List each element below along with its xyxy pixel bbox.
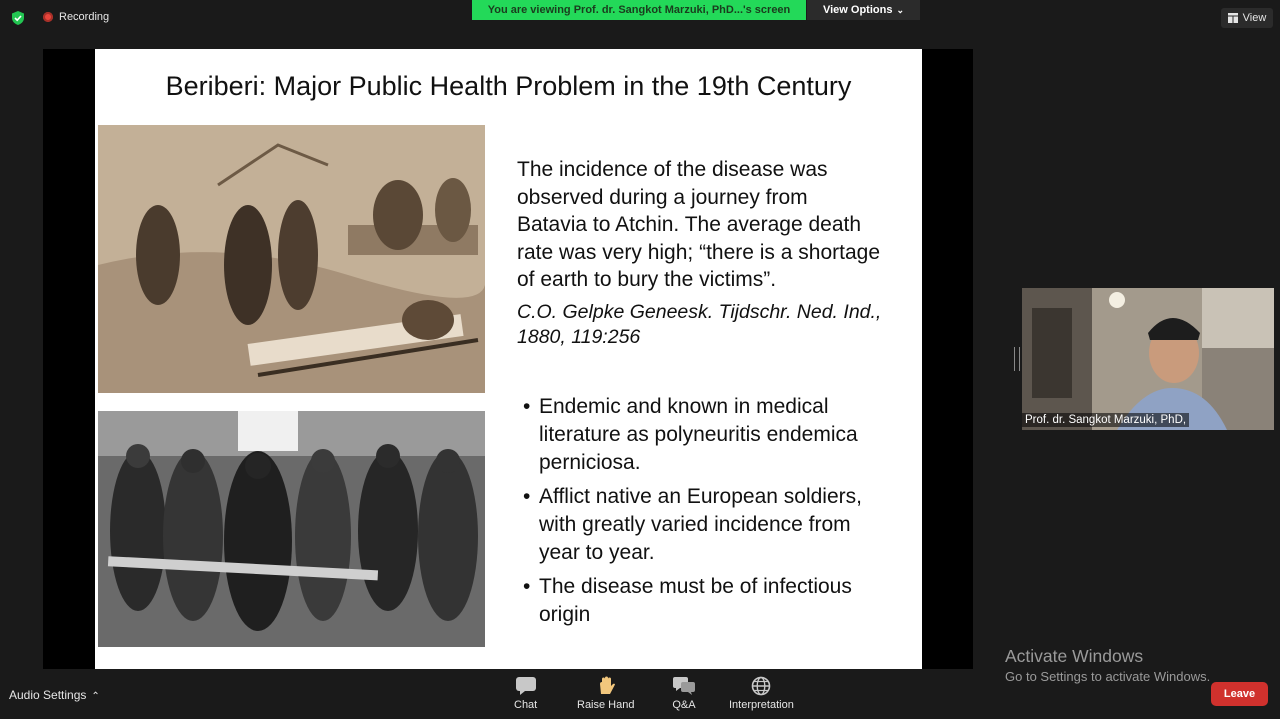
quote-line: of earth to bury the victims”.	[517, 268, 777, 291]
chat-label: Chat	[514, 699, 538, 711]
raise-hand-button[interactable]	[577, 676, 634, 711]
bullet-line: literature as polyneuritis endemica	[539, 423, 858, 446]
interpretation-label: Interpretation	[729, 699, 794, 711]
qa-label: Q&A	[672, 699, 696, 711]
bullet-dot-icon: •	[523, 395, 531, 418]
bullet-list	[523, 393, 913, 635]
bullet-item	[523, 393, 913, 477]
citation	[517, 300, 917, 350]
bottom-toolbar	[0, 670, 1280, 719]
chevron-down-icon: ⌄	[896, 4, 905, 15]
bullet-line: year to year.	[539, 541, 655, 564]
grid-view-icon	[1228, 13, 1238, 23]
chat-button[interactable]	[514, 676, 537, 711]
chevron-up-icon: ⌃	[91, 691, 100, 702]
view-options-label: View Options	[822, 4, 893, 16]
bullet-line: origin	[539, 603, 591, 626]
activate-windows-title: Activate Windows	[1005, 646, 1144, 666]
quote-line: rate was very high; “there is a shortage	[517, 240, 881, 264]
bullet-dot-icon: •	[523, 575, 531, 598]
leave-button[interactable]: Leave	[1211, 682, 1268, 706]
bullet-line: perniciosa.	[539, 451, 641, 474]
raise-hand-icon	[595, 676, 617, 696]
slide-title: Beriberi: Major Public Health Problem in the 19th Century	[165, 71, 852, 101]
quote-line: Batavia to Atchin. The average death	[517, 213, 862, 236]
quote-line: observed during a journey from	[517, 185, 808, 209]
top-bar	[0, 0, 1280, 38]
panel-resize-handle[interactable]	[1014, 347, 1020, 371]
viewing-banner: You are viewing Prof. dr. Sangkot Marzuki, PhD...'s screen	[472, 0, 806, 20]
shield-icon[interactable]	[10, 10, 26, 26]
bullet-item	[523, 483, 913, 567]
recording-indicator[interactable]	[43, 11, 109, 23]
activate-windows-subtitle: Go to Settings to activate Windows.	[1005, 669, 1211, 684]
quote-line: The incidence of the disease was	[517, 158, 828, 181]
qa-icon	[672, 676, 696, 696]
interpretation-button[interactable]	[729, 676, 794, 711]
chat-icon	[515, 676, 537, 696]
bullet-line: The disease must be of infectious	[539, 575, 852, 598]
audio-settings-button[interactable]	[9, 688, 100, 702]
citation-line: C.O. Gelpke Geneesk. Tijdschr. Ned. Ind.,	[517, 301, 882, 323]
view-label: View	[1242, 12, 1267, 24]
audio-settings-label: Audio Settings	[9, 688, 87, 702]
beriberi-soldiers-photograph	[98, 411, 485, 647]
recording-dot-icon	[43, 12, 53, 22]
qa-button[interactable]	[672, 676, 696, 711]
recording-label: Recording	[59, 11, 110, 23]
participant-video-image	[1022, 288, 1274, 430]
presentation-slide	[95, 49, 922, 669]
view-button[interactable]	[1221, 8, 1273, 28]
bullet-item	[523, 573, 913, 629]
participant-name: Prof. dr. Sangkot Marzuki, PhD,	[1022, 413, 1189, 427]
view-options-button[interactable]	[807, 0, 920, 20]
bullet-line: with greatly varied incidence from	[539, 513, 851, 536]
participant-video[interactable]	[1022, 288, 1274, 430]
quote-text	[517, 156, 917, 294]
beriberi-illustration-engraving	[98, 125, 485, 393]
citation-line: 1880, 119:256	[517, 326, 641, 348]
bullet-line: Afflict native an European soldiers,	[539, 485, 862, 508]
bullet-line: Endemic and known in medical	[539, 395, 829, 418]
raise-hand-label: Raise Hand	[577, 699, 635, 711]
bullet-dot-icon: •	[523, 485, 531, 508]
globe-icon	[750, 676, 772, 696]
